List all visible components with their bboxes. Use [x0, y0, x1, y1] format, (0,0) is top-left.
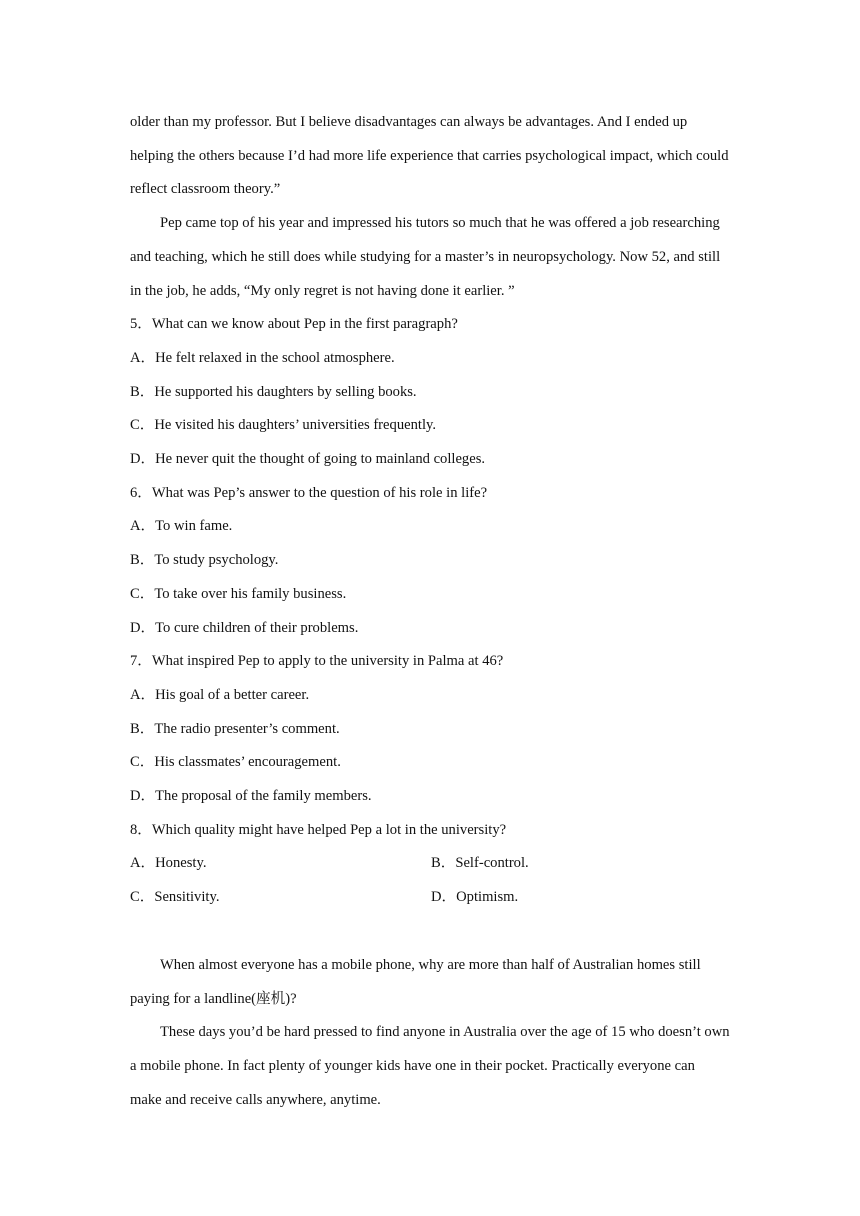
option-d: D．The proposal of the family members.: [130, 788, 372, 805]
question-stem: 6．What was Pep’s answer to the question of his role in life?: [130, 484, 488, 501]
option-c: C．Sensitivity.: [130, 889, 220, 906]
option-a: A．He felt relaxed in the school atmosphere.: [130, 349, 395, 366]
option-d: D．He never quit the thought of going to mainland colleges.: [130, 451, 486, 468]
question-6: [130, 477, 730, 646]
option-c: C．His classmates’ encouragement.: [130, 754, 341, 771]
passage-b-paragraph-1: When almost everyone has a mobile phone, why are more than half of Australian homes still paying for a landline(座机)?: [130, 956, 701, 1007]
option-c: C．He visited his daughters’ universities frequently.: [130, 417, 436, 434]
option-d: D．Optimism.: [431, 889, 519, 906]
option-row: [130, 881, 730, 915]
question-stem: 5．What can we know about Pep in the first paragraph?: [130, 316, 458, 333]
option-b: B．To study psychology.: [130, 552, 279, 569]
option-row: [130, 847, 730, 881]
option-a: A．Honesty.: [130, 855, 207, 872]
question-stem: 7．What inspired Pep to apply to the university in Palma at 46?: [130, 653, 504, 670]
passage-a-paragraph-continued: older than my professor. But I believe disadvantages can always be advantages. And I ended up helping the others because I’d had more life experience that carries psychological impact, which could reflect classroom theory.”: [130, 114, 729, 198]
page-content: [130, 106, 730, 1117]
option-a: A．His goal of a better career.: [130, 686, 310, 703]
passage-b-paragraph-2: These days you’d be hard pressed to find anyone in Australia over the age of 15 who doesn’t own a mobile phone. In fact plenty of younger kids have one in their pocket. Practically everyone can make and receive calls anywhere, anytime.: [130, 1024, 730, 1108]
question-8: [130, 814, 730, 915]
question-5: [130, 308, 730, 477]
option-b: B．Self-control.: [431, 855, 529, 872]
option-c: C．To take over his family business.: [130, 585, 347, 602]
option-a: A．To win fame.: [130, 518, 233, 535]
section-spacer: [130, 915, 730, 949]
passage-a-paragraph-2: Pep came top of his year and impressed his tutors so much that he was offered a job researching and teaching, which he still does while studying for a master’s in neuropsychology. Now 52, and still in the job, he adds, “My only regret is not having done it earlier. ”: [130, 215, 721, 299]
option-b: B．The radio presenter’s comment.: [130, 720, 340, 737]
question-stem: 8．Which quality might have helped Pep a lot in the university?: [130, 821, 507, 838]
option-d: D．To cure children of their problems.: [130, 619, 359, 636]
question-7: [130, 645, 730, 814]
option-b: B．He supported his daughters by selling books.: [130, 383, 417, 400]
